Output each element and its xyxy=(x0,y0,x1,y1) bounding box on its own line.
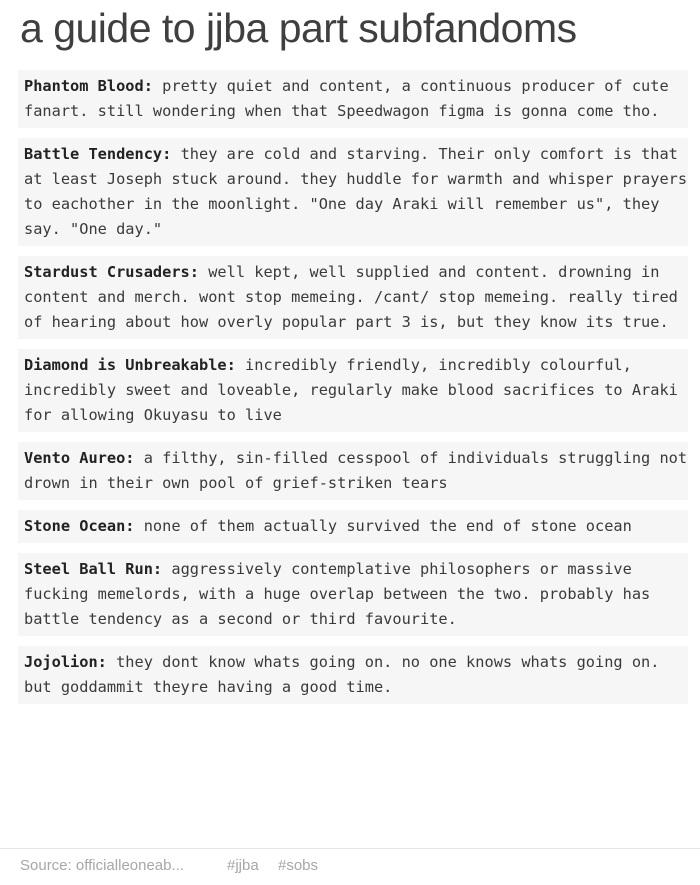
entry-text: well kept, well supplied and content. drowning in content and merch. wont stop memeing. /cant/ stop memeing. really tired of hearing about how overly popular part 3 is, but they know its true. xyxy=(24,263,678,331)
entry-name: Steel Ball Run: xyxy=(24,560,163,578)
entry-stone-ocean xyxy=(18,510,688,543)
entry-text: aggressively contemplative philosophers or massive fucking memelords, with a huge overlap between the two. probably has battle tendency as a second or third favourite. xyxy=(24,560,651,628)
entry-text: incredibly friendly, incredibly colourful, incredibly sweet and loveable, regularly make blood sacrifices to Araki for allowing Okuyasu to live xyxy=(24,356,678,424)
entry-text: they dont know whats going on. no one knows whats going on. but goddammit theyre having a good time. xyxy=(24,653,660,696)
entry-name: Vento Aureo: xyxy=(24,449,135,467)
entry-name: Battle Tendency: xyxy=(24,145,172,163)
entry-battle-tendency xyxy=(18,138,688,246)
subfandom-list xyxy=(0,70,700,714)
entry-text: pretty quiet and content, a continuous producer of cute fanart. still wondering when that Speedwagon figma is gonna come tho. xyxy=(24,77,669,120)
entry-phantom-blood xyxy=(18,70,688,128)
tag-jjba[interactable]: #jjba xyxy=(227,857,259,874)
entry-vento-aureo xyxy=(18,442,688,500)
tag-sobs[interactable]: #sobs xyxy=(278,857,319,874)
entry-name: Diamond is Unbreakable: xyxy=(24,356,236,374)
entry-name: Stardust Crusaders: xyxy=(24,263,199,281)
entry-text: a filthy, sin-filled cesspool of individuals struggling not drown in their own pool of grief-striken tears xyxy=(24,449,688,492)
entry-stardust-crusaders xyxy=(18,256,688,339)
entry-jojolion xyxy=(18,646,688,704)
entry-name: Phantom Blood: xyxy=(24,77,153,95)
entry-text: they are cold and starving. Their only comfort is that at least Joseph stuck around. they huddle for warmth and whisper prayers to eachother in the moonlight. "One day Araki will remember us", they say. "One day." xyxy=(24,145,688,238)
entry-name: Stone Ocean: xyxy=(24,517,135,535)
source-link[interactable]: Source: officialleoneab... xyxy=(20,857,184,874)
entry-name: Jojolion: xyxy=(24,653,107,671)
entry-diamond-is-unbreakable xyxy=(18,349,688,432)
post-footer xyxy=(0,848,700,885)
entry-steel-ball-run xyxy=(18,553,688,636)
post-title: a guide to jjba part subfandoms xyxy=(20,5,577,51)
entry-text: none of them actually survived the end of stone ocean xyxy=(134,517,632,535)
